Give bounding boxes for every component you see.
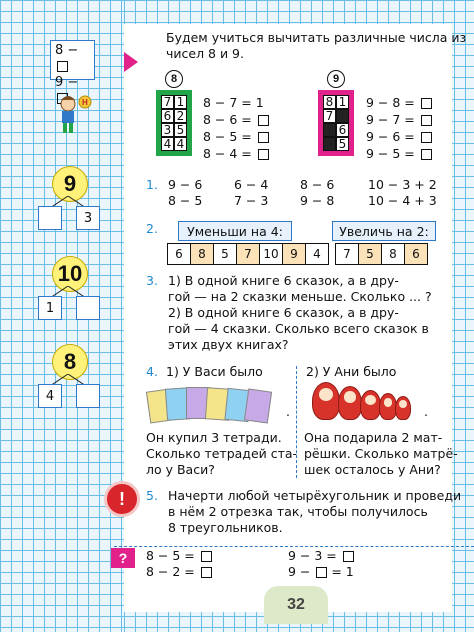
equation: 8 − 7 = 1 <box>203 95 264 110</box>
badge-8: 8 <box>165 70 183 88</box>
equation: 9 − 5 = <box>366 146 432 162</box>
task5-line: Начерти любой четырёхугольник и проведи <box>168 488 462 503</box>
task1-expr: 6 − 4 <box>234 177 269 192</box>
task4-left-title: 1) У Васи было <box>166 364 263 379</box>
number-cell: 7 <box>335 243 359 265</box>
tree-box-right <box>76 384 100 408</box>
matryoshka-icon <box>312 382 340 420</box>
task4-left-line: Он купил 3 тетради. <box>146 430 282 445</box>
bottom-equation: 9 − = 1 <box>288 564 354 579</box>
block-cell <box>323 123 336 137</box>
number-cell: 9 <box>282 243 306 265</box>
number-cell: 6 <box>167 243 191 265</box>
task4-right-line: шек осталось у Ани? <box>304 462 441 477</box>
task5-line: 8 треугольников. <box>168 520 283 535</box>
task3-line: этих двух книгах? <box>168 337 289 352</box>
decrease-number-row <box>168 243 329 265</box>
section-arrow-icon <box>124 52 138 72</box>
task1-expr: 7 − 3 <box>234 193 269 208</box>
tree-box-right: 3 <box>76 206 100 230</box>
equation: 9 − 8 = <box>366 95 432 111</box>
empty-square-icon <box>258 149 269 160</box>
block-cell: 3 <box>161 123 174 137</box>
number-block-8 <box>156 70 192 156</box>
block-cell: 4 <box>161 137 174 151</box>
task4-right-title: 2) У Ани было <box>306 364 397 379</box>
block-cell <box>323 137 336 151</box>
block-cell: 1 <box>174 95 187 109</box>
number-cell: 7 <box>236 243 260 265</box>
tree-circle-8: 8 <box>52 344 88 380</box>
badge-9: 9 <box>327 70 345 88</box>
number-cell: 5 <box>213 243 237 265</box>
sidebar-equation-box <box>50 40 95 90</box>
intro-line-1: Будем учиться вычитать различные числа из <box>166 30 467 45</box>
block-cell: 8 <box>323 95 336 109</box>
empty-square-icon <box>258 115 269 126</box>
block-cell: 6 <box>336 123 349 137</box>
bottom-equation: 9 − 3 = <box>288 548 354 564</box>
matryoshka-icon <box>395 396 411 420</box>
number-cell: 10 <box>259 243 283 265</box>
tree-circle-10: 10 <box>52 256 88 292</box>
number-cell: 5 <box>358 243 382 265</box>
block-cell: 5 <box>174 123 187 137</box>
equation: 8 − 5 = <box>203 129 269 145</box>
number-cell: 8 <box>190 243 214 265</box>
empty-square-icon <box>316 567 327 578</box>
task1-expr: 9 − 8 <box>300 193 335 208</box>
empty-square-icon <box>258 132 269 143</box>
bottom-equation: 8 − 5 = <box>146 548 212 564</box>
notebook-icon <box>244 388 272 423</box>
tree-box-left <box>38 206 62 230</box>
tree-box-left: 4 <box>38 384 62 408</box>
task-number-1: 1. <box>146 177 158 192</box>
decrease-label: Уменьши на 4: <box>178 221 292 241</box>
task-number-2: 2. <box>146 221 158 236</box>
task1-expr: 10 − 3 + 2 <box>368 177 437 192</box>
tree-box-left: 1 <box>38 296 62 320</box>
svg-text:Н: Н <box>82 98 88 107</box>
sidebar-line-1: 8 − <box>55 43 79 58</box>
task-number-4: 4. <box>146 364 158 379</box>
increase-label: Увеличь на 2: <box>332 221 436 241</box>
question-icon: ? <box>111 548 135 568</box>
page-number: 32 <box>264 586 328 624</box>
intro-line-2: чисел 8 и 9. <box>166 46 244 61</box>
number-cell: 8 <box>381 243 405 265</box>
task4-left-line: Сколько тетрадей ста- <box>146 446 298 461</box>
number-block-9 <box>318 70 354 156</box>
task1-expr: 9 − 6 <box>168 177 203 192</box>
punctuation-dot: . <box>424 404 428 419</box>
task3-line: 1) В одной книге 6 сказок, а в дру- <box>168 273 399 288</box>
block-cell <box>336 109 349 123</box>
task-number-3: 3. <box>146 273 158 288</box>
empty-square-icon <box>421 149 432 160</box>
equation: 9 − 7 = <box>366 112 432 128</box>
task5-line: в нём 2 отрезка так, чтобы получилось <box>168 504 428 519</box>
task1-expr: 8 − 6 <box>300 177 335 192</box>
punctuation-dot: . <box>286 404 290 419</box>
empty-square-icon <box>421 98 432 109</box>
empty-square-icon <box>343 551 354 562</box>
tree-circle-9: 9 <box>52 166 88 202</box>
task3-line: гой — на 2 сказки меньше. Сколько ... ? <box>168 289 432 304</box>
task4-right-line: Она подарила 2 мат- <box>304 430 443 445</box>
block-cell: 2 <box>174 109 187 123</box>
empty-square-icon <box>421 115 432 126</box>
number-cell: 6 <box>404 243 428 265</box>
task1-expr: 10 − 4 + 3 <box>368 193 437 208</box>
empty-square-icon <box>201 551 212 562</box>
block-cell: 4 <box>174 137 187 151</box>
block-cell: 7 <box>323 109 336 123</box>
matryoshka-icon <box>338 386 362 420</box>
matryoshka-icon <box>360 390 381 420</box>
equation: 8 − 4 = <box>203 146 269 162</box>
block-cell: 7 <box>161 95 174 109</box>
task3-line: 2) В одной книге 6 сказок, а в дру- <box>168 305 399 320</box>
block-cell: 5 <box>336 137 349 151</box>
sidebar-line-2: 9 − <box>55 75 79 90</box>
task4-left-line: ло у Васи? <box>146 462 215 477</box>
increase-number-row <box>336 243 428 265</box>
empty-square-icon <box>201 567 212 578</box>
block-cell: 6 <box>161 109 174 123</box>
bottom-equation: 8 − 2 = <box>146 564 212 580</box>
empty-square-icon <box>421 132 432 143</box>
task1-expr: 8 − 5 <box>168 193 203 208</box>
tree-box-right <box>76 296 100 320</box>
empty-square-icon <box>57 61 68 72</box>
boy-character-icon <box>48 92 94 138</box>
task3-line: гой — 4 сказки. Сколько всего сказок в <box>168 321 429 336</box>
number-cell: 4 <box>305 243 329 265</box>
attention-icon: ! <box>104 481 140 517</box>
task-number-5: 5. <box>146 488 158 503</box>
equation: 8 − 6 = <box>203 112 269 128</box>
equation: 9 − 6 = <box>366 129 432 145</box>
block-cell: 1 <box>336 95 349 109</box>
task4-right-line: рёшки. Сколько матрё- <box>304 446 458 461</box>
